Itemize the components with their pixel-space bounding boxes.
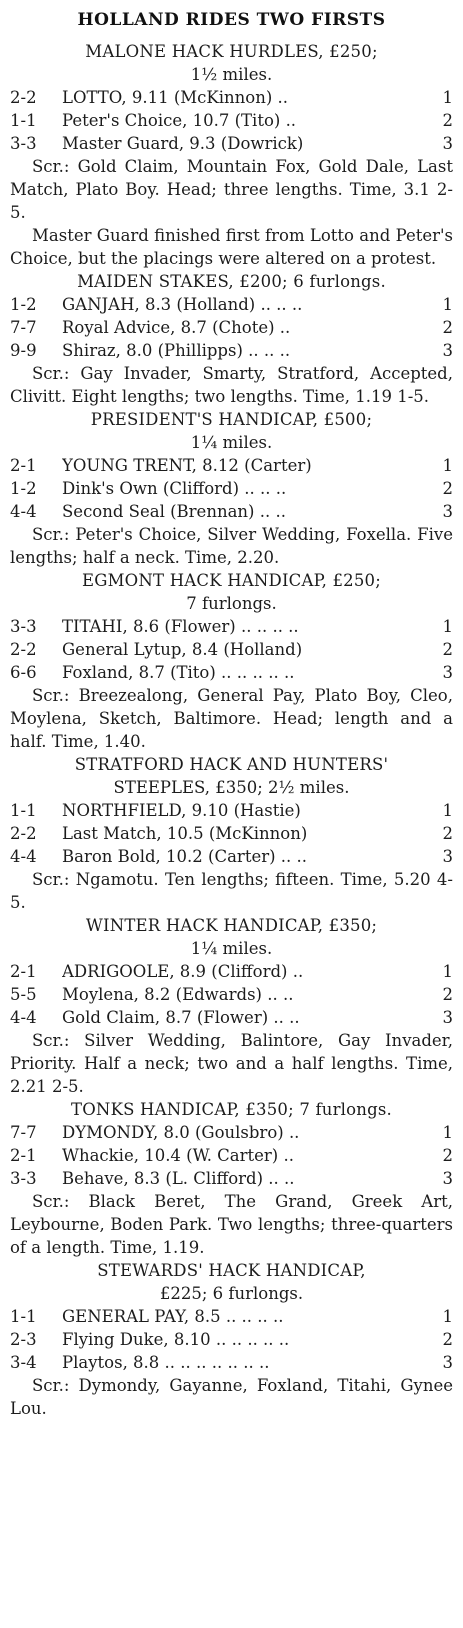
placing-horse: LOTTO, 9.11 (McKinnon) .. (62, 88, 288, 107)
race-subtitle: 1¼ miles. (190, 939, 273, 958)
placing-position: 2 (442, 111, 453, 130)
placing-horse: YOUNG TRENT, 8.12 (Carter) (62, 456, 312, 475)
race-note: Master Guard finished first from Lotto and Peter's Choice, but the placings were altered on a protest. (10, 226, 453, 268)
placing-row (10, 638, 453, 661)
placing-position: 2 (442, 1330, 453, 1349)
race-block (10, 270, 453, 408)
race-note: Scr.: Ngamotu. Ten lengths; fifteen. Time, 5.20 4-5. (10, 870, 453, 912)
placing-horse: Master Guard, 9.3 (Dowrick) (62, 134, 304, 153)
placing-odds: 4-4 (10, 502, 37, 521)
placing-odds: 2-1 (10, 962, 37, 981)
race-note: Scr.: Silver Wedding, Balintore, Gay Invader, Priority. Half a neck; two and a half lengths. Time, 2.21 2-5. (10, 1031, 453, 1096)
placing-row (10, 454, 453, 477)
placing-odds: 2-3 (10, 1330, 37, 1349)
placing-position: 3 (442, 1008, 453, 1027)
race-note: Scr.: Gold Claim, Mountain Fox, Gold Dale, Last Match, Plato Boy. Head; three lengths. Time, 3.1 2-5. (10, 157, 453, 222)
placing-horse: Royal Advice, 8.7 (Chote) .. (62, 318, 291, 337)
placing-position: 2 (442, 640, 453, 659)
placing-horse: Dink's Own (Clifford) .. .. .. (62, 479, 287, 498)
headline: HOLLAND RIDES TWO FIRSTS (77, 10, 386, 30)
placing-position: 1 (442, 88, 453, 107)
race-note: Scr.: Dymondy, Gayanne, Foxland, Titahi, Gynee Lou. (10, 1376, 453, 1418)
placing-odds: 4-4 (10, 847, 37, 866)
placing-horse: General Lytup, 8.4 (Holland) (62, 640, 303, 659)
placing-row (10, 822, 453, 845)
placing-odds: 2-2 (10, 88, 37, 107)
race-block (10, 753, 453, 914)
race-title: WINTER HACK HANDICAP, £350; (85, 916, 378, 935)
placing-position: 1 (442, 1307, 453, 1326)
placing-position: 1 (442, 801, 453, 820)
placing-horse: TITAHI, 8.6 (Flower) .. .. .. .. (62, 617, 299, 636)
race-title: MAIDEN STAKES, £200; 6 furlongs. (77, 272, 386, 291)
placing-row (10, 1006, 453, 1029)
placing-position: 2 (442, 824, 453, 843)
race-block (10, 914, 453, 1098)
race-block (10, 569, 453, 753)
placing-horse: Baron Bold, 10.2 (Carter) .. .. (62, 847, 308, 866)
placing-row (10, 1351, 453, 1374)
race-subtitle: STEEPLES, £350; 2½ miles. (113, 778, 350, 797)
placing-horse: GENERAL PAY, 8.5 .. .. .. .. (62, 1307, 284, 1326)
race-subtitle: £225; 6 furlongs. (159, 1284, 304, 1303)
placing-row (10, 500, 453, 523)
race-block (10, 40, 453, 270)
placing-row (10, 132, 453, 155)
placing-odds: 3-3 (10, 617, 37, 636)
placing-horse: NORTHFIELD, 9.10 (Hastie) (62, 801, 301, 820)
placing-horse: Whackie, 10.4 (W. Carter) .. (62, 1146, 294, 1165)
placing-odds: 1-1 (10, 801, 37, 820)
race-title: STEWARDS' HACK HANDICAP, (97, 1261, 366, 1280)
placing-odds: 1-1 (10, 111, 37, 130)
race-block (10, 1259, 453, 1420)
race-note: Scr.: Peter's Choice, Silver Wedding, Foxella. Five lengths; half a neck. Time, 2.20. (10, 525, 453, 567)
placing-row (10, 1167, 453, 1190)
placing-horse: Peter's Choice, 10.7 (Tito) .. (62, 111, 297, 130)
placing-row (10, 86, 453, 109)
race-title: PRESIDENT'S HANDICAP, £500; (90, 410, 373, 429)
placing-odds: 3-3 (10, 134, 37, 153)
placing-position: 2 (442, 479, 453, 498)
placing-row (10, 983, 453, 1006)
placing-position: 3 (442, 1353, 453, 1372)
placing-row (10, 661, 453, 684)
race-title: STRATFORD HACK AND HUNTERS' (74, 755, 389, 774)
placing-position: 3 (442, 847, 453, 866)
placing-odds: 1-2 (10, 479, 37, 498)
placing-horse: Last Match, 10.5 (McKinnon) (62, 824, 308, 843)
race-title: EGMONT HACK HANDICAP, £250; (81, 571, 382, 590)
race-title: MALONE HACK HURDLES, £250; (85, 42, 378, 61)
placing-row (10, 109, 453, 132)
placing-position: 1 (442, 295, 453, 314)
placing-position: 3 (442, 341, 453, 360)
placing-horse: Foxland, 8.7 (Tito) .. .. .. .. .. (62, 663, 295, 682)
placing-position: 3 (442, 134, 453, 153)
placing-odds: 4-4 (10, 1008, 37, 1027)
placing-position: 2 (442, 985, 453, 1004)
placing-odds: 1-2 (10, 295, 37, 314)
placing-horse: Moylena, 8.2 (Edwards) .. .. (62, 985, 294, 1004)
placing-row (10, 477, 453, 500)
placing-row (10, 845, 453, 868)
placing-odds: 3-3 (10, 1169, 37, 1188)
placing-odds: 3-4 (10, 1353, 37, 1372)
placing-horse: Gold Claim, 8.7 (Flower) .. .. (62, 1008, 300, 1027)
placing-position: 3 (442, 502, 453, 521)
placing-row (10, 1328, 453, 1351)
placing-odds: 2-2 (10, 824, 37, 843)
race-title: TONKS HANDICAP, £350; 7 furlongs. (71, 1100, 392, 1119)
placing-row (10, 799, 453, 822)
placing-row (10, 960, 453, 983)
placing-position: 1 (442, 456, 453, 475)
placing-odds: 2-2 (10, 640, 37, 659)
placing-position: 1 (442, 1123, 453, 1142)
placing-odds: 9-9 (10, 341, 37, 360)
placing-horse: Second Seal (Brennan) .. .. (62, 502, 286, 521)
placing-row (10, 339, 453, 362)
race-block (10, 1098, 453, 1259)
placing-horse: ADRIGOOLE, 8.9 (Clifford) .. (62, 962, 304, 981)
race-results (10, 40, 453, 1420)
placing-row (10, 316, 453, 339)
placing-position: 2 (442, 1146, 453, 1165)
placing-row (10, 1144, 453, 1167)
placing-odds: 1-1 (10, 1307, 37, 1326)
race-block (10, 408, 453, 569)
race-note: Scr.: Black Beret, The Grand, Greek Art, Leybourne, Boden Park. Two lengths; three-quarters of a length. Time, 1.19. (10, 1192, 453, 1257)
placing-odds: 7-7 (10, 1123, 37, 1142)
placing-odds: 5-5 (10, 985, 37, 1004)
placing-horse: Shiraz, 8.0 (Phillipps) .. .. .. (62, 341, 291, 360)
placing-position: 3 (442, 1169, 453, 1188)
race-note: Scr.: Breezealong, General Pay, Plato Boy, Cleo, Moylena, Sketch, Baltimore. Head; length and a half. Time, 1.40. (10, 686, 453, 751)
placing-horse: GANJAH, 8.3 (Holland) .. .. .. (62, 295, 303, 314)
race-subtitle: 1½ miles. (190, 65, 273, 84)
placing-horse: Behave, 8.3 (L. Clifford) .. .. (62, 1169, 295, 1188)
placing-row (10, 1121, 453, 1144)
placing-odds: 6-6 (10, 663, 37, 682)
race-subtitle: 1¼ miles. (190, 433, 273, 452)
placing-odds: 2-1 (10, 456, 37, 475)
placing-position: 3 (442, 663, 453, 682)
placing-horse: Playtos, 8.8 .. .. .. .. .. .. .. (62, 1353, 270, 1372)
placing-horse: DYMONDY, 8.0 (Goulsbro) .. (62, 1123, 300, 1142)
race-subtitle: 7 furlongs. (186, 594, 277, 613)
placing-row (10, 615, 453, 638)
placing-odds: 2-1 (10, 1146, 37, 1165)
placing-position: 1 (442, 962, 453, 981)
placing-row (10, 1305, 453, 1328)
placing-odds: 7-7 (10, 318, 37, 337)
placing-row (10, 293, 453, 316)
placing-position: 1 (442, 617, 453, 636)
placing-horse: Flying Duke, 8.10 .. .. .. .. .. (62, 1330, 290, 1349)
race-note: Scr.: Gay Invader, Smarty, Stratford, Accepted, Clivitt. Eight lengths; two lengths. Time, 1.19 1-5. (10, 364, 453, 406)
placing-position: 2 (442, 318, 453, 337)
